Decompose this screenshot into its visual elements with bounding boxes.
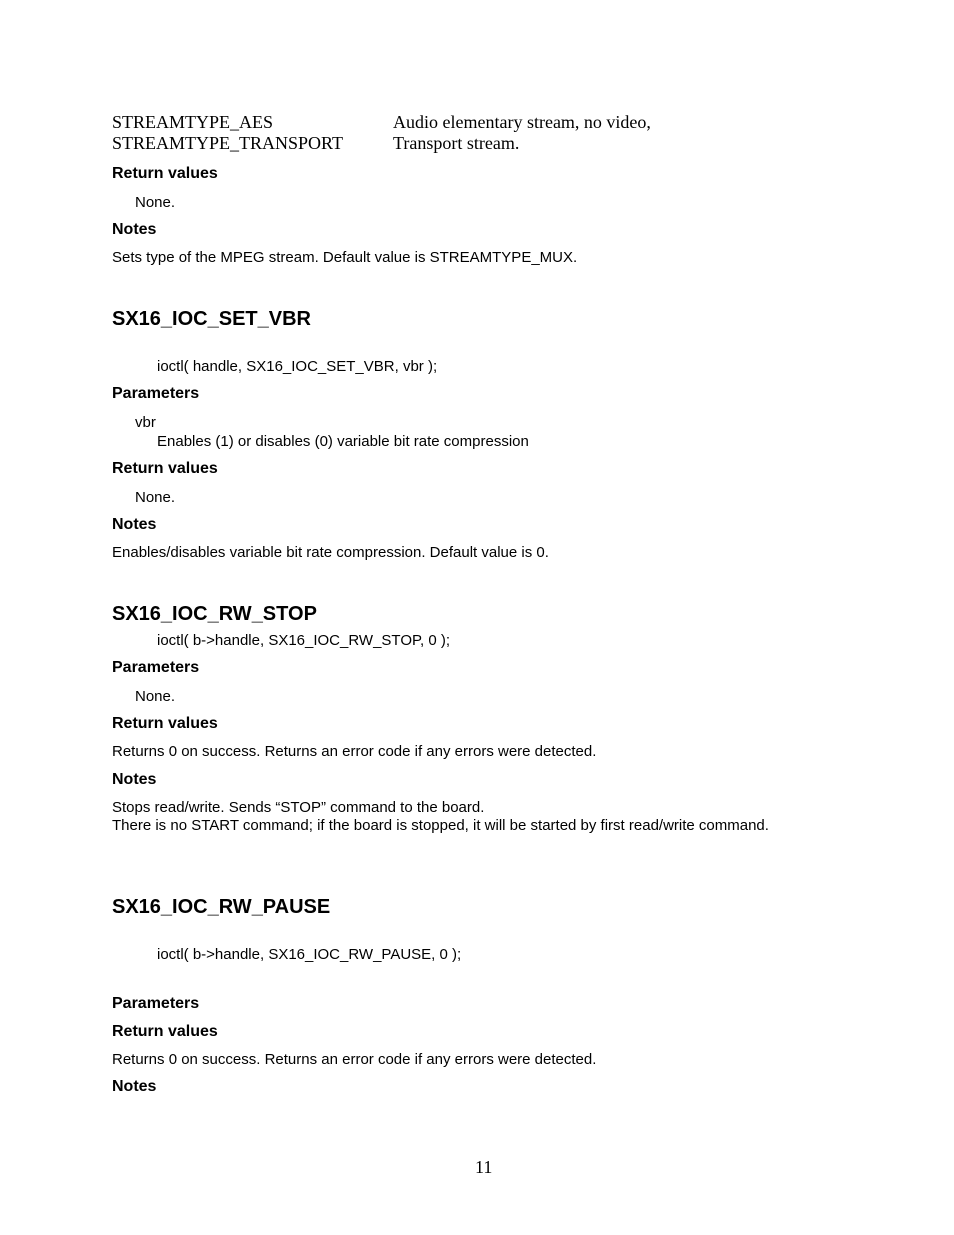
notes-label: Notes	[112, 221, 157, 238]
notes-label: Notes	[112, 516, 157, 533]
notes-text: There is no START command; if the board is stopped, it will be started by first read/write command.	[112, 817, 769, 834]
return-values-label: Return values	[112, 1023, 218, 1040]
section-heading-rw-stop: SX16_IOC_RW_STOP	[112, 603, 317, 625]
stream-type-desc: Audio elementary stream, no video,	[393, 112, 651, 132]
return-values-label: Return values	[112, 165, 218, 182]
ioctl-call: ioctl( handle, SX16_IOC_SET_VBR, vbr );	[157, 358, 438, 375]
notes-text: Enables/disables variable bit rate compression. Default value is 0.	[112, 544, 549, 561]
parameters-label: Parameters	[112, 659, 200, 676]
return-values-text: Returns 0 on success. Returns an error code if any errors were detected.	[112, 1051, 597, 1068]
ioctl-call: ioctl( b->handle, SX16_IOC_RW_PAUSE, 0 );	[157, 946, 462, 963]
notes-label: Notes	[112, 771, 157, 788]
stream-type-name: STREAMTYPE_AES	[112, 112, 274, 132]
notes-text: Sets type of the MPEG stream. Default value is STREAMTYPE_MUX.	[112, 249, 578, 266]
return-values-text: None.	[135, 194, 176, 211]
page-number: 11	[475, 1157, 493, 1177]
parameters-label: Parameters	[112, 385, 200, 402]
parameter-name: vbr	[135, 414, 156, 431]
return-values-text: Returns 0 on success. Returns an error code if any errors were detected.	[112, 743, 597, 760]
stream-type-name: STREAMTYPE_TRANSPORT	[112, 133, 343, 153]
stream-type-desc: Transport stream.	[393, 133, 520, 153]
return-values-label: Return values	[112, 460, 218, 477]
notes-label: Notes	[112, 1078, 157, 1095]
parameter-description: Enables (1) or disables (0) variable bit rate compression	[157, 433, 529, 450]
parameters-label: Parameters	[112, 995, 200, 1012]
return-values-text: None.	[135, 489, 176, 506]
notes-text: Stops read/write. Sends “STOP” command to the board.	[112, 799, 485, 816]
ioctl-call: ioctl( b->handle, SX16_IOC_RW_STOP, 0 );	[157, 632, 451, 649]
parameters-text: None.	[135, 688, 176, 705]
return-values-label: Return values	[112, 715, 218, 732]
section-heading-set-vbr: SX16_IOC_SET_VBR	[112, 308, 311, 330]
section-heading-rw-pause: SX16_IOC_RW_PAUSE	[112, 896, 331, 918]
